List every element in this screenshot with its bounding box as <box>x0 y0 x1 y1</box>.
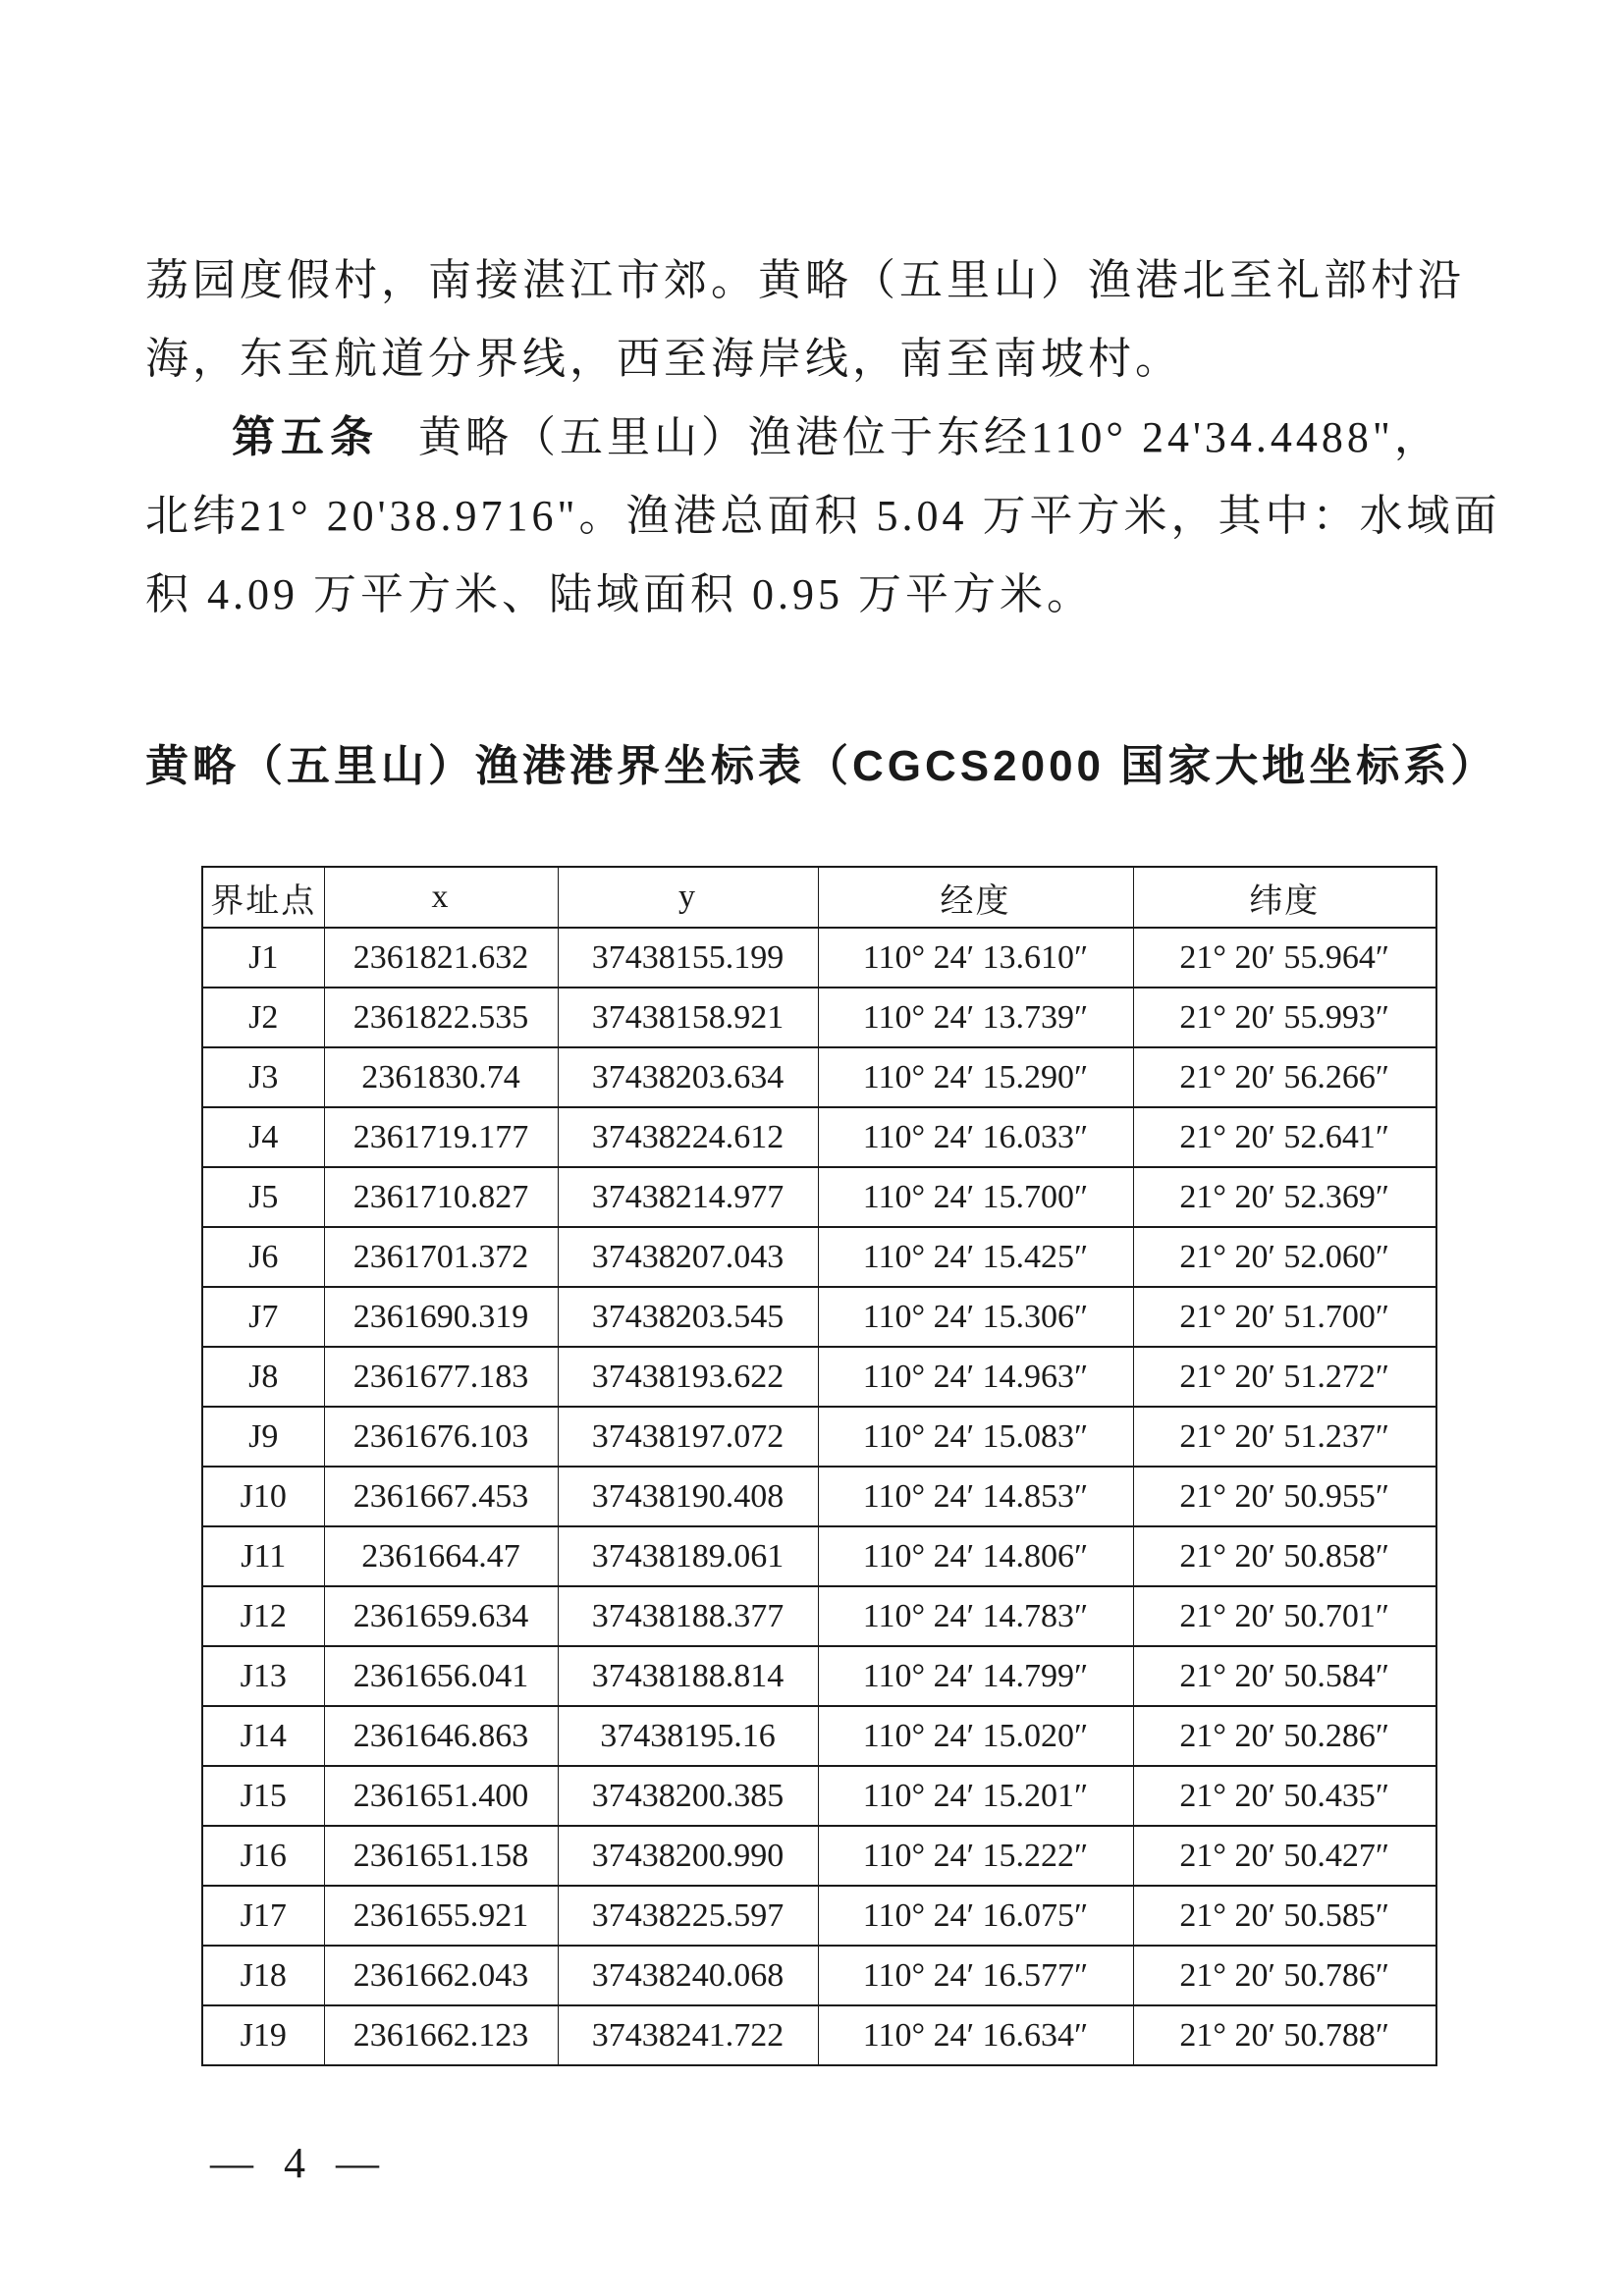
table-header-row <box>202 867 1436 928</box>
coordinate-table <box>201 866 1437 2066</box>
cell-y: 37438188.814 <box>558 1646 818 1706</box>
table-row <box>202 1407 1436 1467</box>
cell-latitude: 21° 20′ 52.060″ <box>1133 1227 1436 1287</box>
cell-latitude: 21° 20′ 51.272″ <box>1133 1347 1436 1407</box>
table-row <box>202 1646 1436 1706</box>
article-number-label: 第五条 <box>232 413 379 461</box>
table-row <box>202 928 1436 988</box>
cell-latitude: 21° 20′ 52.641″ <box>1133 1107 1436 1167</box>
table-row <box>202 1526 1436 1586</box>
table-row <box>202 2005 1436 2065</box>
cell-point-id: J14 <box>202 1706 324 1766</box>
cell-y: 37438188.377 <box>558 1586 818 1646</box>
cell-y: 37438197.072 <box>558 1407 818 1467</box>
cell-y: 37438155.199 <box>558 928 818 988</box>
cell-longitude: 110° 24′ 15.020″ <box>818 1706 1133 1766</box>
paragraph-line: 海，东至航道分界线，西至海岸线，南至南坡村。 <box>145 335 1182 383</box>
table-row <box>202 1287 1436 1347</box>
table-row <box>202 1347 1436 1407</box>
cell-x: 2361664.47 <box>324 1526 558 1586</box>
cell-point-id: J1 <box>202 928 324 988</box>
cell-x: 2361651.158 <box>324 1826 558 1886</box>
cell-latitude: 21° 20′ 50.955″ <box>1133 1467 1436 1526</box>
table-row <box>202 1467 1436 1526</box>
cell-y: 37438224.612 <box>558 1107 818 1167</box>
cell-point-id: J10 <box>202 1467 324 1526</box>
cell-y: 37438189.061 <box>558 1526 818 1586</box>
cell-longitude: 110° 24′ 15.306″ <box>818 1287 1133 1347</box>
cell-longitude: 110° 24′ 15.700″ <box>818 1167 1133 1227</box>
cell-latitude: 21° 20′ 50.435″ <box>1133 1766 1436 1826</box>
cell-y: 37438200.385 <box>558 1766 818 1826</box>
cell-x: 2361710.827 <box>324 1167 558 1227</box>
cell-x: 2361701.372 <box>324 1227 558 1287</box>
cell-latitude: 21° 20′ 51.237″ <box>1133 1407 1436 1467</box>
cell-point-id: J11 <box>202 1526 324 1586</box>
cell-point-id: J18 <box>202 1946 324 2005</box>
table-row <box>202 1107 1436 1167</box>
cell-point-id: J7 <box>202 1287 324 1347</box>
cell-longitude: 110° 24′ 16.033″ <box>818 1107 1133 1167</box>
cell-longitude: 110° 24′ 13.610″ <box>818 928 1133 988</box>
cell-latitude: 21° 20′ 55.993″ <box>1133 988 1436 1047</box>
cell-point-id: J19 <box>202 2005 324 2065</box>
cell-y: 37438225.597 <box>558 1886 818 1946</box>
cell-y: 37438158.921 <box>558 988 818 1047</box>
cell-latitude: 21° 20′ 55.964″ <box>1133 928 1436 988</box>
cell-x: 2361662.043 <box>324 1946 558 2005</box>
cell-y: 37438240.068 <box>558 1946 818 2005</box>
cell-point-id: J2 <box>202 988 324 1047</box>
table-row <box>202 1946 1436 2005</box>
cell-longitude: 110° 24′ 15.425″ <box>818 1227 1133 1287</box>
cell-x: 2361830.74 <box>324 1047 558 1107</box>
table-row <box>202 1586 1436 1646</box>
cell-point-id: J17 <box>202 1886 324 1946</box>
table-row <box>202 1167 1436 1227</box>
table-row <box>202 1886 1436 1946</box>
cell-x: 2361662.123 <box>324 2005 558 2065</box>
cell-y: 37438214.977 <box>558 1167 818 1227</box>
cell-latitude: 21° 20′ 51.700″ <box>1133 1287 1436 1347</box>
table-row <box>202 1047 1436 1107</box>
cell-point-id: J5 <box>202 1167 324 1227</box>
cell-point-id: J4 <box>202 1107 324 1167</box>
cell-latitude: 21° 20′ 56.266″ <box>1133 1047 1436 1107</box>
cell-point-id: J12 <box>202 1586 324 1646</box>
cell-y: 37438203.634 <box>558 1047 818 1107</box>
cell-longitude: 110° 24′ 14.963″ <box>818 1347 1133 1407</box>
table-row <box>202 988 1436 1047</box>
document-content <box>145 241 1501 2066</box>
cell-longitude: 110° 24′ 15.222″ <box>818 1826 1133 1886</box>
cell-latitude: 21° 20′ 50.427″ <box>1133 1826 1436 1886</box>
cell-point-id: J9 <box>202 1407 324 1467</box>
cell-point-id: J8 <box>202 1347 324 1407</box>
column-header-latitude: 纬度 <box>1133 867 1436 928</box>
cell-latitude: 21° 20′ 50.286″ <box>1133 1706 1436 1766</box>
cell-x: 2361719.177 <box>324 1107 558 1167</box>
cell-x: 2361659.634 <box>324 1586 558 1646</box>
cell-longitude: 110° 24′ 15.201″ <box>818 1766 1133 1826</box>
page-number: — 4 — <box>210 2139 389 2187</box>
cell-latitude: 21° 20′ 50.585″ <box>1133 1886 1436 1946</box>
cell-point-id: J15 <box>202 1766 324 1826</box>
cell-point-id: J13 <box>202 1646 324 1706</box>
cell-latitude: 21° 20′ 52.369″ <box>1133 1167 1436 1227</box>
cell-longitude: 110° 24′ 14.806″ <box>818 1526 1133 1586</box>
cell-y: 37438190.408 <box>558 1467 818 1526</box>
paragraph-line: 荔园度假村，南接湛江市郊。黄略（五里山）渔港北至礼部村沿 <box>145 256 1465 304</box>
cell-latitude: 21° 20′ 50.788″ <box>1133 2005 1436 2065</box>
cell-y: 37438195.16 <box>558 1706 818 1766</box>
cell-latitude: 21° 20′ 50.701″ <box>1133 1586 1436 1646</box>
cell-longitude: 110° 24′ 16.577″ <box>818 1946 1133 2005</box>
cell-y: 37438203.545 <box>558 1287 818 1347</box>
cell-x: 2361822.535 <box>324 988 558 1047</box>
cell-point-id: J6 <box>202 1227 324 1287</box>
cell-point-id: J3 <box>202 1047 324 1107</box>
cell-x: 2361646.863 <box>324 1706 558 1766</box>
table-row <box>202 1706 1436 1766</box>
cell-longitude: 110° 24′ 14.853″ <box>818 1467 1133 1526</box>
paragraph-line: 北纬21° 20'38.9716"。渔港总面积 5.04 万平方米，其中：水域面 <box>145 492 1501 540</box>
cell-y: 37438193.622 <box>558 1347 818 1407</box>
cell-y: 37438241.722 <box>558 2005 818 2065</box>
paragraph-line: 积 4.09 万平方米、陆域面积 0.95 万平方米。 <box>145 570 1094 618</box>
cell-x: 2361676.103 <box>324 1407 558 1467</box>
cell-longitude: 110° 24′ 16.075″ <box>818 1886 1133 1946</box>
cell-longitude: 110° 24′ 15.290″ <box>818 1047 1133 1107</box>
cell-x: 2361667.453 <box>324 1467 558 1526</box>
cell-x: 2361651.400 <box>324 1766 558 1826</box>
table-row <box>202 1766 1436 1826</box>
paragraph-line <box>145 399 1483 477</box>
table-row <box>202 1227 1436 1287</box>
cell-longitude: 110° 24′ 14.783″ <box>818 1586 1133 1646</box>
cell-x: 2361821.632 <box>324 928 558 988</box>
cell-latitude: 21° 20′ 50.786″ <box>1133 1946 1436 2005</box>
cell-longitude: 110° 24′ 13.739″ <box>818 988 1133 1047</box>
column-header-longitude: 经度 <box>818 867 1133 928</box>
paragraph-text: 黄略（五里山）渔港位于东经110° 24'34.4488"， <box>418 413 1441 461</box>
table-row <box>202 1826 1436 1886</box>
column-header-point-id: 界址点 <box>202 867 324 928</box>
cell-y: 37438200.990 <box>558 1826 818 1886</box>
column-header-y: y <box>558 867 818 928</box>
cell-point-id: J16 <box>202 1826 324 1886</box>
cell-y: 37438207.043 <box>558 1227 818 1287</box>
cell-longitude: 110° 24′ 15.083″ <box>818 1407 1133 1467</box>
cell-longitude: 110° 24′ 14.799″ <box>818 1646 1133 1706</box>
cell-x: 2361690.319 <box>324 1287 558 1347</box>
cell-x: 2361655.921 <box>324 1886 558 1946</box>
cell-x: 2361656.041 <box>324 1646 558 1706</box>
table-title: 黄略（五里山）渔港港界坐标表（CGCS2000 国家大地坐标系） <box>145 742 1498 790</box>
column-header-x: x <box>324 867 558 928</box>
cell-latitude: 21° 20′ 50.858″ <box>1133 1526 1436 1586</box>
cell-latitude: 21° 20′ 50.584″ <box>1133 1646 1436 1706</box>
cell-longitude: 110° 24′ 16.634″ <box>818 2005 1133 2065</box>
cell-x: 2361677.183 <box>324 1347 558 1407</box>
